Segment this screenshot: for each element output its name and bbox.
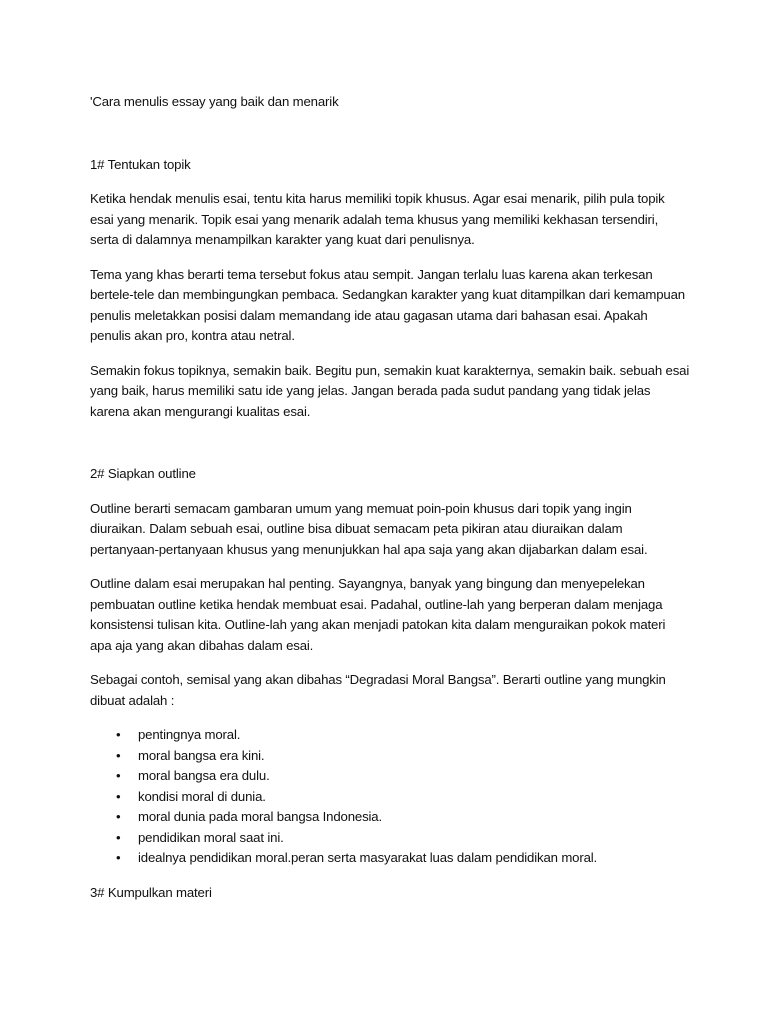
list-item-text: moral bangsa era dulu. bbox=[138, 768, 270, 783]
list-item bbox=[90, 828, 690, 849]
section-heading-tentukan-topik: 1# Tentukan topik bbox=[90, 156, 191, 172]
paragraph: Tema yang khas berarti tema tersebut fokus atau sempit. Jangan terlalu luas karena akan terkesan bertele-tele dan membingungkan pembaca. Sedangkan karakter yang kuat ditampilkan dari kemampuan penulis meletakkan posisi dalam memandang ide atau gagasan utama dari bahasan esai. Apakah penulis akan pro, kontra atau netral. bbox=[90, 266, 685, 343]
list-item bbox=[90, 746, 690, 767]
bullet-icon: • bbox=[116, 809, 121, 824]
outline-bullet-list bbox=[90, 725, 690, 869]
section-heading-kumpulkan-materi: 3# Kumpulkan materi bbox=[90, 884, 212, 900]
paragraph: Semakin fokus topiknya, semakin baik. Begitu pun, semakin kuat karakternya, semakin baik. sebuah esai yang baik, harus memiliki satu ide yang jelas. Jangan berada pada sudut pandang yang tidak jelas karena akan mengurangi kualitas esai. bbox=[90, 362, 690, 419]
document-title: 'Cara menulis essay yang baik dan menarik bbox=[90, 94, 339, 109]
bullet-icon: • bbox=[116, 788, 121, 804]
bullet-icon: • bbox=[116, 727, 121, 742]
paragraph: Outline berarti semacam gambaran umum yang memuat poin-poin khusus dari topik yang ingin diuraikan. Dalam sebuah esai, outline bisa dibuat semacam peta pikiran atau diuraikan dalam pertanyaan-pertanyaan khusus yang menunjukkan hal apa saja yang akan dijabarkan dalam esai. bbox=[90, 500, 648, 557]
bullet-icon: • bbox=[116, 768, 121, 783]
paragraph: Ketika hendak menulis esai, tentu kita harus memiliki topik khusus. Agar esai menarik, pilih pula topik esai yang menarik. Topik esai yang menarik adalah tema khusus yang memiliki kekhasan tersendiri, serta di dalamnya menampilkan karakter yang kuat dari penulisnya. bbox=[90, 191, 665, 247]
bullet-icon: • bbox=[116, 829, 121, 845]
list-item-text: kondisi moral di dunia. bbox=[138, 788, 266, 804]
list-item bbox=[90, 787, 690, 808]
list-item-text: pentingnya moral. bbox=[138, 727, 241, 742]
list-item bbox=[90, 807, 690, 828]
list-item-text: idealnya pendidikan moral.peran serta masyarakat luas dalam pendidikan moral. bbox=[138, 850, 598, 865]
section-heading-siapkan-outline: 2# Siapkan outline bbox=[90, 466, 196, 481]
paragraph: Sebagai contoh, semisal yang akan dibahas “Degradasi Moral Bangsa”. Berarti outline yang mungkin dibuat adalah : bbox=[90, 672, 666, 708]
list-item bbox=[90, 766, 690, 787]
list-item bbox=[90, 725, 690, 746]
document-body bbox=[90, 92, 690, 917]
bullet-icon: • bbox=[116, 747, 121, 763]
list-item-text: moral dunia pada moral bangsa Indonesia. bbox=[138, 809, 382, 824]
bullet-icon: • bbox=[116, 850, 121, 865]
paragraph: Outline dalam esai merupakan hal penting. Sayangnya, banyak yang bingung dan menyepelekan pembuatan outline ketika hendak membuat esai. Padahal, outline-lah yang berperan dalam menjaga konsistensi tulisan kita. Outline-lah yang akan menjadi patokan kita dalam menguraikan pokok materi apa aja yang akan dibahas dalam esai. bbox=[90, 576, 666, 653]
list-item-text: pendidikan moral saat ini. bbox=[138, 829, 284, 845]
list-item bbox=[90, 848, 690, 869]
list-item-text: moral bangsa era kini. bbox=[138, 747, 265, 763]
